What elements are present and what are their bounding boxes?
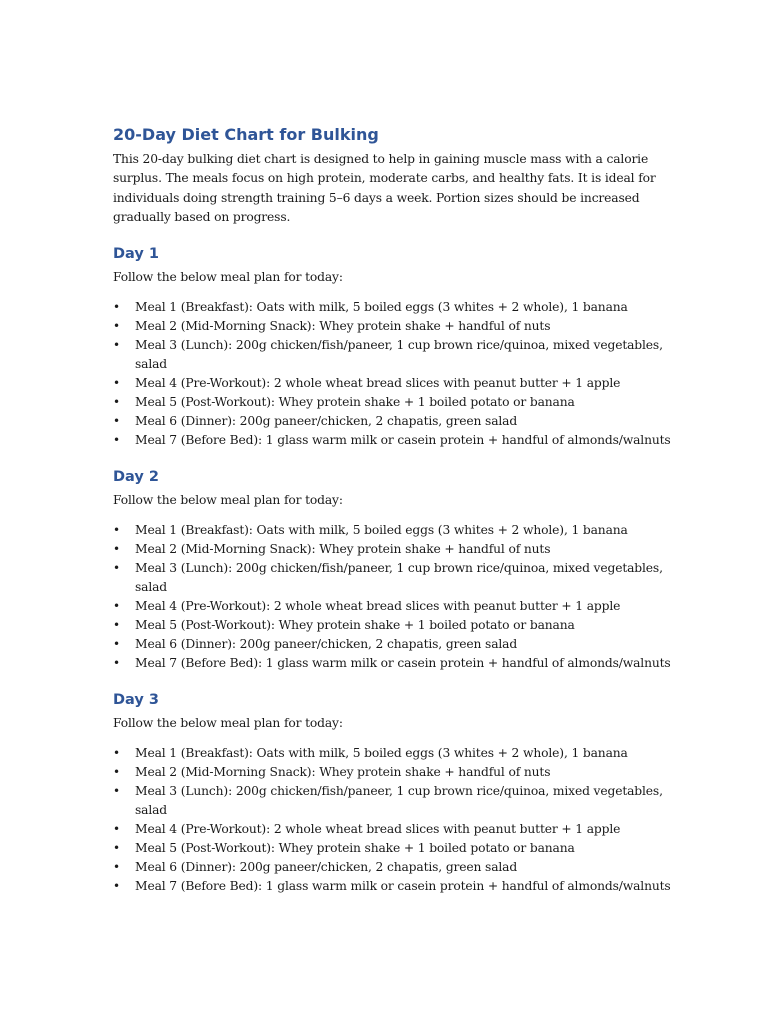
- meal-list: [113, 521, 673, 673]
- bullet-icon: •: [113, 542, 120, 557]
- bullet-icon: •: [113, 746, 120, 761]
- meal-text: Meal 3 (Lunch): 200g chicken/fish/paneer, 1 cup brown rice/quinoa, mixed vegetables, salad: [135, 784, 663, 818]
- list-item: [113, 412, 673, 431]
- meal-text: Meal 6 (Dinner): 200g paneer/chicken, 2 chapatis, green salad: [135, 414, 518, 429]
- list-item: [113, 559, 673, 597]
- meal-text: Meal 7 (Before Bed): 1 glass warm milk or casein protein + handful of almonds/walnuts: [135, 433, 671, 448]
- meal-text: Meal 7 (Before Bed): 1 glass warm milk or casein protein + handful of almonds/walnuts: [135, 879, 671, 894]
- day-section-1: [113, 244, 673, 450]
- list-item: [113, 393, 673, 412]
- bullet-icon: •: [113, 319, 120, 334]
- bullet-icon: •: [113, 376, 120, 391]
- day-section-2: [113, 467, 673, 673]
- list-item: [113, 597, 673, 616]
- bullet-icon: •: [113, 765, 120, 780]
- meal-text: Meal 5 (Post-Workout): Whey protein shake + 1 boiled potato or banana: [135, 395, 575, 410]
- bullet-icon: •: [113, 784, 120, 799]
- list-item: [113, 744, 673, 763]
- day-heading: Day 2: [113, 469, 159, 486]
- bullet-icon: •: [113, 523, 120, 538]
- meal-text: Meal 7 (Before Bed): 1 glass warm milk or casein protein + handful of almonds/walnuts: [135, 656, 671, 671]
- meal-list: [113, 298, 673, 450]
- meal-text: Meal 3 (Lunch): 200g chicken/fish/paneer, 1 cup brown rice/quinoa, mixed vegetables, salad: [135, 561, 663, 595]
- bullet-icon: •: [113, 618, 120, 633]
- bullet-icon: •: [113, 433, 120, 448]
- meal-text: Meal 1 (Breakfast): Oats with milk, 5 boiled eggs (3 whites + 2 whole), 1 banana: [135, 523, 628, 538]
- day-heading: Day 1: [113, 246, 159, 263]
- list-item: [113, 654, 673, 673]
- day-instruction: Follow the below meal plan for today:: [113, 716, 343, 731]
- meal-text: Meal 1 (Breakfast): Oats with milk, 5 boiled eggs (3 whites + 2 whole), 1 banana: [135, 300, 628, 315]
- list-item: [113, 521, 673, 540]
- day-section-3: [113, 690, 673, 896]
- list-item: [113, 763, 673, 782]
- meal-text: Meal 1 (Breakfast): Oats with milk, 5 boiled eggs (3 whites + 2 whole), 1 banana: [135, 746, 628, 761]
- bullet-icon: •: [113, 414, 120, 429]
- bullet-icon: •: [113, 841, 120, 856]
- day-instruction: Follow the below meal plan for today:: [113, 493, 343, 508]
- list-item: [113, 877, 673, 896]
- meal-text: Meal 4 (Pre-Workout): 2 whole wheat bread slices with peanut butter + 1 apple: [135, 599, 621, 614]
- bullet-icon: •: [113, 879, 120, 894]
- day-heading: Day 3: [113, 692, 159, 709]
- bullet-icon: •: [113, 561, 120, 576]
- intro-paragraph: This 20-day bulking diet chart is designed to help in gaining muscle mass with a calorie surplus. The meals focus on high protein, moderate carbs, and healthy fats. It is ideal for individuals doing strength training 5–6 days a week. Portion sizes should be increased gradually based on progress.: [113, 152, 656, 224]
- bullet-icon: •: [113, 300, 120, 315]
- list-item: [113, 336, 673, 374]
- meal-text: Meal 2 (Mid-Morning Snack): Whey protein shake + handful of nuts: [135, 319, 551, 334]
- meal-list: [113, 744, 673, 896]
- meal-text: Meal 3 (Lunch): 200g chicken/fish/paneer, 1 cup brown rice/quinoa, mixed vegetables, salad: [135, 338, 663, 372]
- bullet-icon: •: [113, 599, 120, 614]
- meal-text: Meal 2 (Mid-Morning Snack): Whey protein shake + handful of nuts: [135, 542, 551, 557]
- meal-text: Meal 4 (Pre-Workout): 2 whole wheat bread slices with peanut butter + 1 apple: [135, 376, 621, 391]
- list-item: [113, 616, 673, 635]
- meal-text: Meal 4 (Pre-Workout): 2 whole wheat bread slices with peanut butter + 1 apple: [135, 822, 621, 837]
- list-item: [113, 431, 673, 450]
- day-instruction: Follow the below meal plan for today:: [113, 270, 343, 285]
- bullet-icon: •: [113, 656, 120, 671]
- list-item: [113, 374, 673, 393]
- meal-text: Meal 5 (Post-Workout): Whey protein shake + 1 boiled potato or banana: [135, 841, 575, 856]
- list-item: [113, 858, 673, 877]
- meal-text: Meal 6 (Dinner): 200g paneer/chicken, 2 chapatis, green salad: [135, 637, 518, 652]
- list-item: [113, 635, 673, 654]
- list-item: [113, 782, 673, 820]
- meal-text: Meal 6 (Dinner): 200g paneer/chicken, 2 chapatis, green salad: [135, 860, 518, 875]
- bullet-icon: •: [113, 395, 120, 410]
- bullet-icon: •: [113, 637, 120, 652]
- document-title: 20-Day Diet Chart for Bulking: [113, 125, 379, 144]
- bullet-icon: •: [113, 338, 120, 353]
- list-item: [113, 839, 673, 858]
- list-item: [113, 540, 673, 559]
- meal-text: Meal 5 (Post-Workout): Whey protein shake + 1 boiled potato or banana: [135, 618, 575, 633]
- meal-text: Meal 2 (Mid-Morning Snack): Whey protein shake + handful of nuts: [135, 765, 551, 780]
- list-item: [113, 317, 673, 336]
- list-item: [113, 298, 673, 317]
- list-item: [113, 820, 673, 839]
- bullet-icon: •: [113, 822, 120, 837]
- document-page: [113, 124, 673, 896]
- bullet-icon: •: [113, 860, 120, 875]
